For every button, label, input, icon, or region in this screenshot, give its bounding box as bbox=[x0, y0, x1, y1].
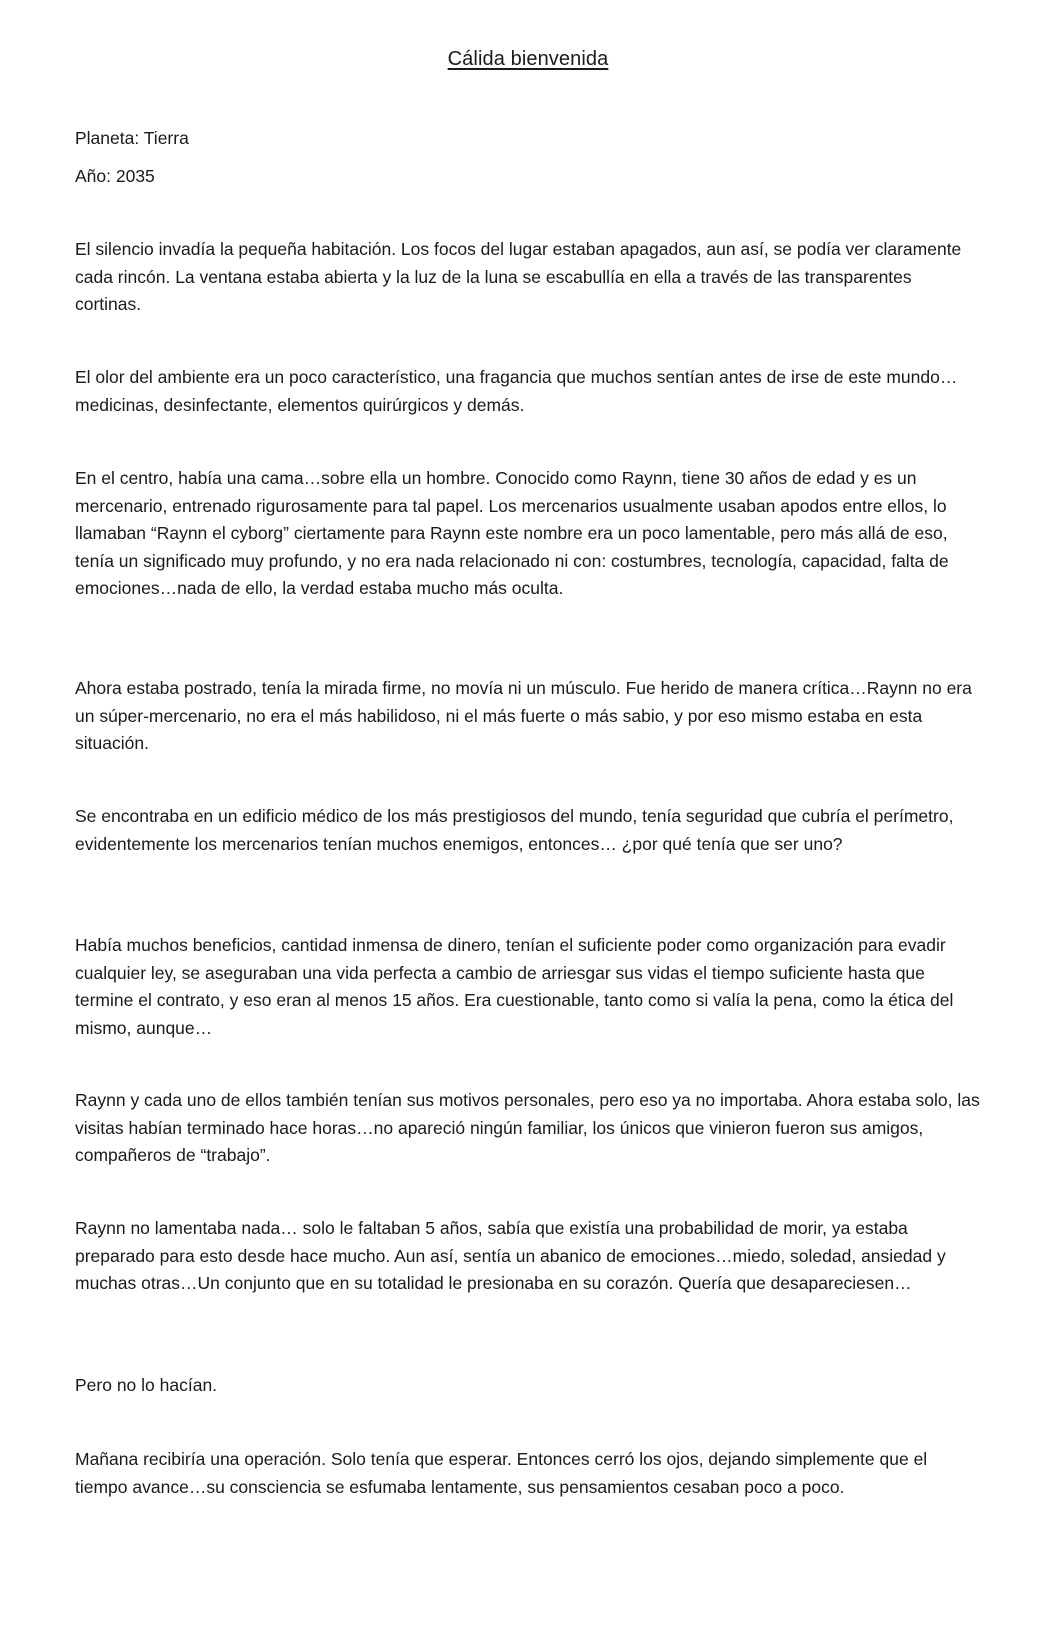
paragraph-10: Mañana recibiría una operación. Solo tenía que esperar. Entonces cerró los ojos, dejando simplemente que el tiempo avance…su consciencia se esfumaba lentamente, sus pensamientos cesaban poco a poco. bbox=[75, 1449, 928, 1497]
paragraph-2: El olor del ambiente era un poco característico, una fragancia que muchos sentían antes de irse de este mundo…medicinas, desinfectante, elementos quirúrgicos y demás. bbox=[75, 367, 958, 415]
paragraph-7: Raynn y cada uno de ellos también tenían sus motivos personales, pero eso ya no importaba. Ahora estaba solo, las visitas habían terminado hace horas…no apareció ningún familiar, los únicos que vinieron fueron sus amigos, compañeros de “trabajo”. bbox=[75, 1090, 980, 1165]
paragraph-3: En el centro, había una cama…sobre ella un hombre. Conocido como Raynn, tiene 30 años de edad y es un mercenario, entrenado rigurosamente para tal papel. Los mercenarios usualmente usaban apodos entre ellos, lo llamaban “Raynn el cyborg” ciertamente para Raynn este nombre era un poco lamentable, pero más allá de eso, tenía un significado muy profundo, y no era nada relacionado ni con: costumbres, tecnología, capacidad, falta de emociones…nada de ello, la verdad estaba mucho más oculta. bbox=[75, 468, 949, 598]
paragraph-8: Raynn no lamentaba nada… solo le faltaban 5 años, sabía que existía una probabilidad de morir, ya estaba preparado para esto desde hace mucho. Aun así, sentía un abanico de emociones…miedo, soledad, ansiedad y muchas otras…Un conjunto que en su totalidad le presionaba en su corazón. Quería que desapareciesen… bbox=[75, 1218, 946, 1293]
document-title: Cálida bienvenida bbox=[447, 48, 609, 70]
paragraph-1: El silencio invadía la pequeña habitación. Los focos del lugar estaban apagados, aun así, se podía ver claramente cada rincón. La ventana estaba abierta y la luz de la luna se escabullía en ella a través de las transparentes cortinas. bbox=[75, 239, 962, 314]
year-line: Año: 2035 bbox=[75, 166, 155, 186]
planet-line: Planeta: Tierra bbox=[75, 128, 189, 148]
paragraph-4: Ahora estaba postrado, tenía la mirada firme, no movía ni un músculo. Fue herido de manera crítica…Raynn no era un súper-mercenario, no era el más habilidoso, ni el más fuerte o más sabio, y por eso mismo estaba en esta situación. bbox=[75, 678, 972, 753]
paragraph-5: Se encontraba en un edificio médico de los más prestigiosos del mundo, tenía seguridad que cubría el perímetro, evidentemente los mercenarios tenían muchos enemigos, entonces… ¿por qué tenía que ser uno? bbox=[75, 806, 954, 854]
paragraph-9: Pero no lo hacían. bbox=[75, 1375, 218, 1395]
paragraph-6: Había muchos beneficios, cantidad inmensa de dinero, tenían el suficiente poder como organización para evadir cualquier ley, se aseguraban una vida perfecta a cambio de arriesgar sus vidas el tiempo suficiente hasta que termine el contrato, y eso eran al menos 15 años. Era cuestionable, tanto como si valía la pena, como la ética del mismo, aunque… bbox=[75, 935, 954, 1038]
